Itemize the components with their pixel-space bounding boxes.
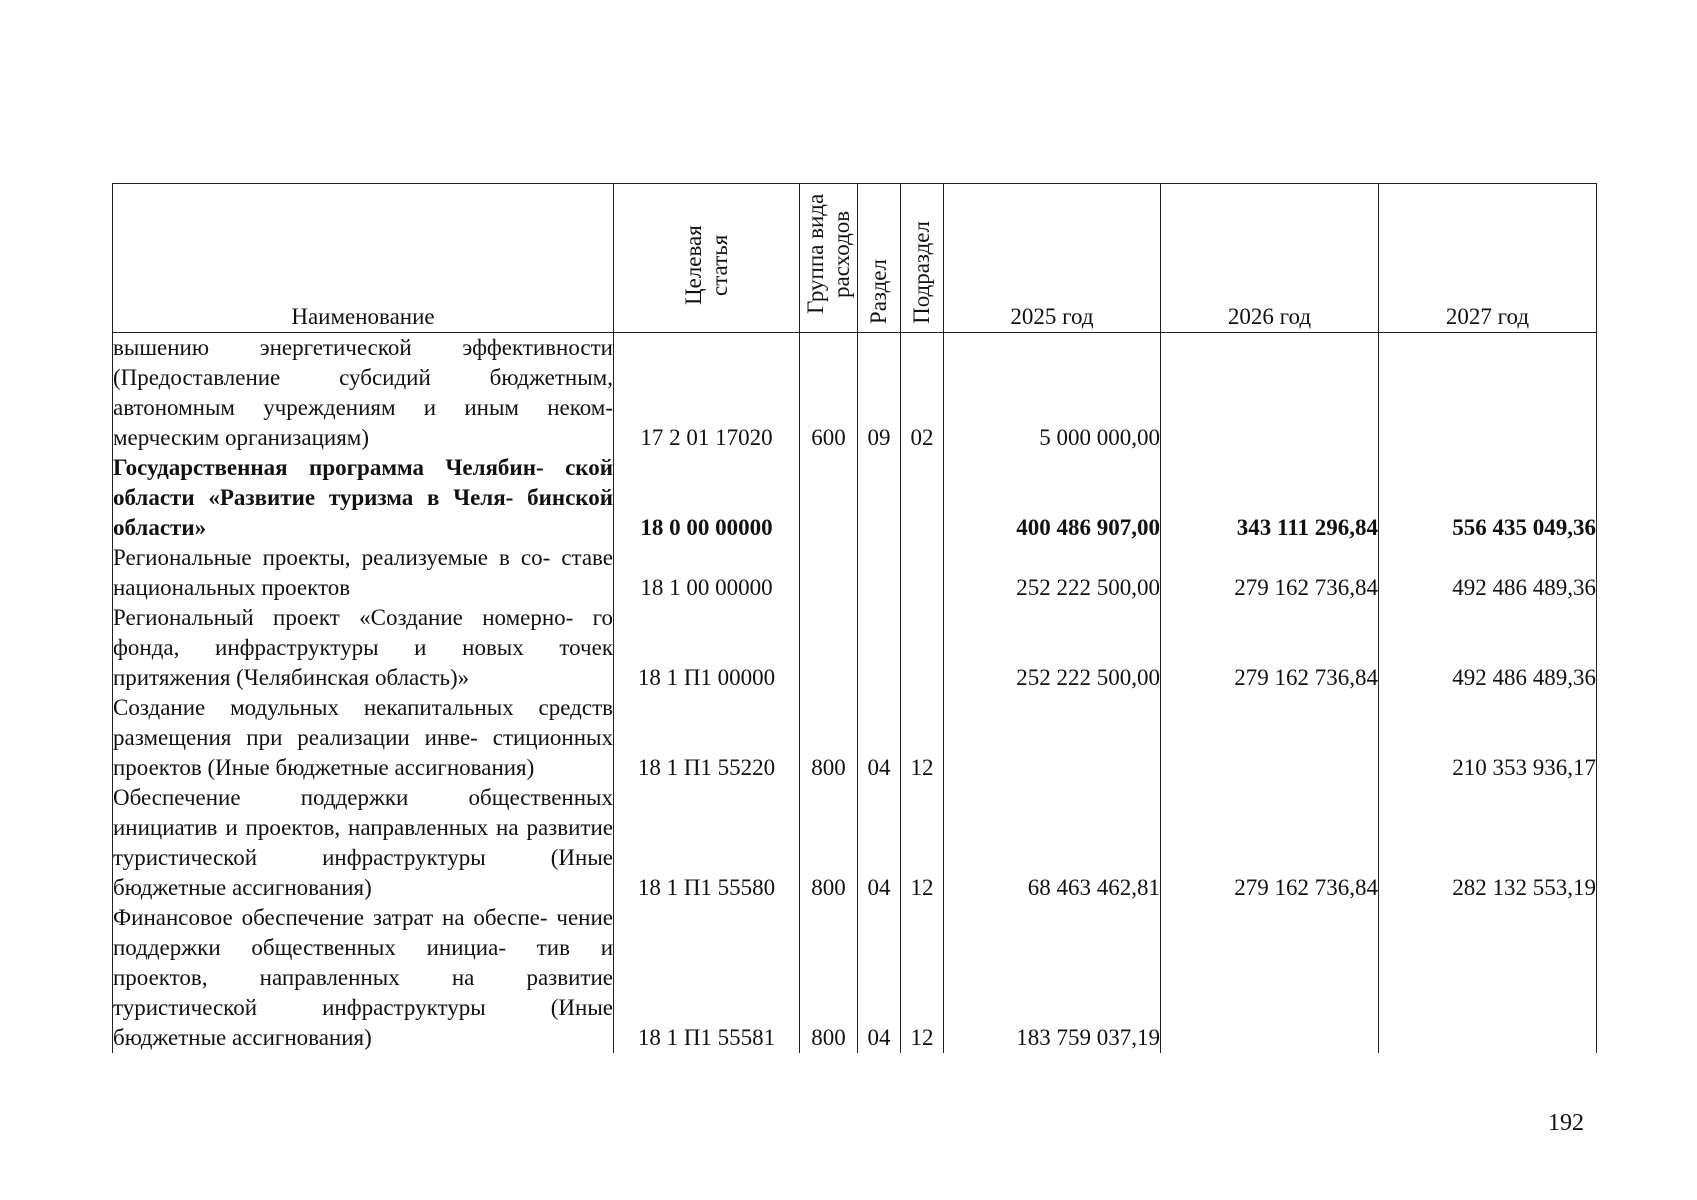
row-name: Региональный проект «Создание номерно- го фонда, инфраструктуры и новых точек притяжения (Челябинская область)» bbox=[113, 603, 614, 693]
row-2026: 279 162 736,84 bbox=[1161, 783, 1379, 903]
page-number: 192 bbox=[1548, 1110, 1584, 1136]
row-2025: 68 463 462,81 bbox=[944, 783, 1161, 903]
row-name: Создание модульных некапитальных средств размещения при реализации инве- стиционных проектов (Иные бюджетные ассигнования) bbox=[113, 693, 614, 783]
table-row bbox=[113, 693, 1597, 783]
header-name: Наименование bbox=[113, 184, 614, 333]
row-target-code: 18 0 00 00000 bbox=[614, 453, 800, 543]
row-2025: 252 222 500,00 bbox=[944, 603, 1161, 693]
row-2026: 343 111 296,84 bbox=[1161, 453, 1379, 543]
row-subsection bbox=[901, 543, 944, 603]
row-section: 04 bbox=[858, 903, 901, 1053]
row-target-code: 18 1 П1 55581 bbox=[614, 903, 800, 1053]
header-group: Группа вида расходов bbox=[800, 184, 858, 333]
row-target-code: 18 1 П1 55220 bbox=[614, 693, 800, 783]
header-section: Раздел bbox=[858, 184, 901, 333]
row-2025: 252 222 500,00 bbox=[944, 543, 1161, 603]
row-subsection: 12 bbox=[901, 903, 944, 1053]
header-2025: 2025 год bbox=[944, 184, 1161, 333]
row-name: Государственная программа Челябин- ской области «Развитие туризма в Челя- бинской области» bbox=[113, 453, 614, 543]
table-row bbox=[113, 603, 1597, 693]
row-2026: 279 162 736,84 bbox=[1161, 543, 1379, 603]
row-section bbox=[858, 453, 901, 543]
row-group: 600 bbox=[800, 333, 858, 454]
row-subsection bbox=[901, 603, 944, 693]
row-target-code: 18 1 00 00000 bbox=[614, 543, 800, 603]
row-group bbox=[800, 603, 858, 693]
row-section bbox=[858, 603, 901, 693]
row-2026 bbox=[1161, 333, 1379, 454]
row-2025: 400 486 907,00 bbox=[944, 453, 1161, 543]
row-group: 800 bbox=[800, 903, 858, 1053]
row-name: Региональные проекты, реализуемые в со- ставе национальных проектов bbox=[113, 543, 614, 603]
header-2026: 2026 год bbox=[1161, 184, 1379, 333]
budget-table bbox=[112, 183, 1597, 1053]
row-subsection: 02 bbox=[901, 333, 944, 454]
row-2026: 279 162 736,84 bbox=[1161, 603, 1379, 693]
row-target-code: 17 2 01 17020 bbox=[614, 333, 800, 454]
table-row bbox=[113, 453, 1597, 543]
row-2027: 492 486 489,36 bbox=[1379, 603, 1597, 693]
row-2027: 556 435 049,36 bbox=[1379, 453, 1597, 543]
row-2027: 492 486 489,36 bbox=[1379, 543, 1597, 603]
row-2027 bbox=[1379, 903, 1597, 1053]
row-2027: 210 353 936,17 bbox=[1379, 693, 1597, 783]
row-group bbox=[800, 543, 858, 603]
row-2026 bbox=[1161, 693, 1379, 783]
row-section: 09 bbox=[858, 333, 901, 454]
row-2027: 282 132 553,19 bbox=[1379, 783, 1597, 903]
row-group bbox=[800, 453, 858, 543]
row-2025: 183 759 037,19 bbox=[944, 903, 1161, 1053]
table-row bbox=[113, 333, 1597, 454]
table-row bbox=[113, 783, 1597, 903]
table-row bbox=[113, 543, 1597, 603]
row-group: 800 bbox=[800, 783, 858, 903]
row-name: Финансовое обеспечение затрат на обеспе- чение поддержки общественных инициа- тив и проектов, направленных на развитие туристической инфраструктуры (Иные бюджетные ассигнования) bbox=[113, 903, 614, 1053]
row-2026 bbox=[1161, 903, 1379, 1053]
row-target-code: 18 1 П1 55580 bbox=[614, 783, 800, 903]
row-section: 04 bbox=[858, 693, 901, 783]
header-subsection: Подраздел bbox=[901, 184, 944, 333]
row-subsection bbox=[901, 453, 944, 543]
table-header-row bbox=[113, 184, 1597, 333]
header-2027: 2027 год bbox=[1379, 184, 1597, 333]
row-subsection: 12 bbox=[901, 783, 944, 903]
row-name: вышению энергетической эффективности (Предоставление субсидий бюджетным, автономным учреждениям и иным неком- мерческим организациям) bbox=[113, 333, 614, 454]
row-section bbox=[858, 543, 901, 603]
row-2027 bbox=[1379, 333, 1597, 454]
row-2025 bbox=[944, 693, 1161, 783]
header-target: Целевая статья bbox=[614, 184, 800, 333]
row-target-code: 18 1 П1 00000 bbox=[614, 603, 800, 693]
table-row bbox=[113, 903, 1597, 1053]
row-section: 04 bbox=[858, 783, 901, 903]
row-2025: 5 000 000,00 bbox=[944, 333, 1161, 454]
row-group: 800 bbox=[800, 693, 858, 783]
row-subsection: 12 bbox=[901, 693, 944, 783]
row-name: Обеспечение поддержки общественных инициатив и проектов, направленных на развитие туристической инфраструктуры (Иные бюджетные ассигнования) bbox=[113, 783, 614, 903]
